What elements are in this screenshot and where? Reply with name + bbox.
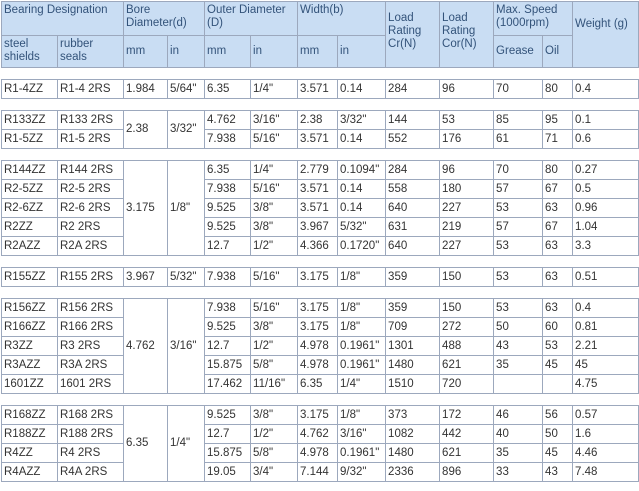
- group-spacer-cell: [2, 394, 639, 406]
- group-spacer-row: [2, 149, 639, 161]
- rubber-seal-cell: R2-5 2RS: [58, 180, 124, 199]
- rubber-seal-cell: R1-5 2RS: [58, 130, 124, 149]
- width-mm-cell: 2.38: [298, 111, 338, 130]
- header-bore-diameter: Bore Diameter(d): [124, 2, 205, 36]
- weight-cell: 4.46: [573, 444, 639, 463]
- header-max-speed: Max. Speed (1000rpm): [494, 2, 573, 36]
- width-in-cell: 1/8": [338, 268, 386, 287]
- load-rating-cor-cell: 219: [440, 218, 494, 237]
- bearing-spec-table: [1, 1, 639, 482]
- table-row: [2, 318, 639, 337]
- steel-shield-cell: R188ZZ: [2, 425, 58, 444]
- rubber-seal-cell: R2-6 2RS: [58, 199, 124, 218]
- max-speed-grease-cell: 53: [494, 237, 543, 256]
- bore-diameter-in-cell: 3/32": [168, 111, 205, 149]
- max-speed-grease-cell: 50: [494, 318, 543, 337]
- load-rating-cor-cell: 96: [440, 161, 494, 180]
- load-rating-cr-cell: 552: [386, 130, 440, 149]
- max-speed-oil-cell: 53: [543, 337, 573, 356]
- weight-cell: 1.04: [573, 218, 639, 237]
- rubber-seal-cell: R4A 2RS: [58, 463, 124, 482]
- header-bearing-designation: Bearing Designation: [2, 2, 124, 36]
- load-rating-cor-cell: 621: [440, 444, 494, 463]
- group-spacer-row: [2, 68, 639, 80]
- load-rating-cor-cell: 150: [440, 299, 494, 318]
- header-steel-shields: steel shields: [2, 36, 58, 68]
- weight-cell: 0.1: [573, 111, 639, 130]
- outer-diameter-in-cell: 5/16": [251, 180, 298, 199]
- rubber-seal-cell: R144 2RS: [58, 161, 124, 180]
- table-row: [2, 444, 639, 463]
- max-speed-grease-cell: 70: [494, 161, 543, 180]
- steel-shield-cell: R133ZZ: [2, 111, 58, 130]
- width-mm-cell: 6.35: [298, 375, 338, 394]
- header-oil: Oil: [543, 36, 573, 68]
- width-mm-cell: 4.978: [298, 337, 338, 356]
- header-width-mm: mm: [298, 36, 338, 68]
- weight-cell: 0.81: [573, 318, 639, 337]
- max-speed-oil-cell: 95: [543, 111, 573, 130]
- header-od-in: in: [251, 36, 298, 68]
- width-mm-cell: 7.144: [298, 463, 338, 482]
- width-mm-cell: 2.779: [298, 161, 338, 180]
- max-speed-oil-cell: 45: [543, 444, 573, 463]
- max-speed-oil-cell: 56: [543, 406, 573, 425]
- weight-cell: 3.3: [573, 237, 639, 256]
- bore-diameter-mm-cell: 1.984: [124, 80, 168, 99]
- load-rating-cr-cell: 1480: [386, 356, 440, 375]
- table-row: [2, 237, 639, 256]
- steel-shield-cell: R156ZZ: [2, 299, 58, 318]
- header-load-rating-cor: Load Rating Cor(N): [440, 2, 494, 68]
- steel-shield-cell: 1601ZZ: [2, 375, 58, 394]
- table-row: [2, 268, 639, 287]
- outer-diameter-mm-cell: 6.35: [205, 161, 251, 180]
- outer-diameter-mm-cell: 15.875: [205, 444, 251, 463]
- table-row: [2, 180, 639, 199]
- load-rating-cor-cell: 227: [440, 199, 494, 218]
- load-rating-cr-cell: 284: [386, 161, 440, 180]
- outer-diameter-mm-cell: 17.462: [205, 375, 251, 394]
- max-speed-oil-cell: 63: [543, 237, 573, 256]
- bore-diameter-in-cell: 3/16": [168, 299, 205, 394]
- rubber-seal-cell: R3A 2RS: [58, 356, 124, 375]
- width-in-cell: 1/8": [338, 299, 386, 318]
- width-in-cell: 3/32": [338, 111, 386, 130]
- load-rating-cor-cell: 488: [440, 337, 494, 356]
- rubber-seal-cell: 1601 2RS: [58, 375, 124, 394]
- max-speed-oil-cell: [543, 375, 573, 394]
- width-in-cell: 5/32": [338, 218, 386, 237]
- max-speed-oil-cell: 80: [543, 161, 573, 180]
- rubber-seal-cell: R2A 2RS: [58, 237, 124, 256]
- load-rating-cr-cell: 709: [386, 318, 440, 337]
- bore-diameter-mm-cell: 4.762: [124, 299, 168, 394]
- width-in-cell: 9/32": [338, 463, 386, 482]
- outer-diameter-in-cell: 1/2": [251, 237, 298, 256]
- table-row: [2, 218, 639, 237]
- weight-cell: 45: [573, 356, 639, 375]
- max-speed-oil-cell: 45: [543, 356, 573, 375]
- load-rating-cr-cell: 284: [386, 80, 440, 99]
- load-rating-cr-cell: 1082: [386, 425, 440, 444]
- width-in-cell: 0.1961": [338, 444, 386, 463]
- steel-shield-cell: R168ZZ: [2, 406, 58, 425]
- group-spacer-row: [2, 99, 639, 111]
- outer-diameter-in-cell: 3/4": [251, 463, 298, 482]
- load-rating-cor-cell: 176: [440, 130, 494, 149]
- width-in-cell: 0.14: [338, 80, 386, 99]
- width-in-cell: 1/8": [338, 318, 386, 337]
- weight-cell: 7.48: [573, 463, 639, 482]
- max-speed-oil-cell: 50: [543, 425, 573, 444]
- max-speed-grease-cell: 57: [494, 180, 543, 199]
- outer-diameter-mm-cell: 19.05: [205, 463, 251, 482]
- steel-shield-cell: R2-6ZZ: [2, 199, 58, 218]
- width-mm-cell: 3.571: [298, 80, 338, 99]
- width-mm-cell: 3.175: [298, 318, 338, 337]
- max-speed-grease-cell: 85: [494, 111, 543, 130]
- outer-diameter-in-cell: 1/2": [251, 337, 298, 356]
- outer-diameter-in-cell: 5/16": [251, 299, 298, 318]
- table-row: [2, 199, 639, 218]
- header-bore-mm: mm: [124, 36, 168, 68]
- width-mm-cell: 3.571: [298, 199, 338, 218]
- table-row: [2, 406, 639, 425]
- width-mm-cell: 3.571: [298, 130, 338, 149]
- bore-diameter-in-cell: 5/64": [168, 80, 205, 99]
- bore-diameter-in-cell: 1/4": [168, 406, 205, 482]
- width-in-cell: 0.14: [338, 130, 386, 149]
- width-in-cell: 0.1094": [338, 161, 386, 180]
- rubber-seal-cell: R166 2RS: [58, 318, 124, 337]
- width-mm-cell: 4.978: [298, 356, 338, 375]
- load-rating-cor-cell: 896: [440, 463, 494, 482]
- load-rating-cr-cell: 640: [386, 237, 440, 256]
- max-speed-oil-cell: 63: [543, 199, 573, 218]
- rubber-seal-cell: R2 2RS: [58, 218, 124, 237]
- steel-shield-cell: R1-4ZZ: [2, 80, 58, 99]
- outer-diameter-mm-cell: 9.525: [205, 406, 251, 425]
- steel-shield-cell: R166ZZ: [2, 318, 58, 337]
- max-speed-grease-cell: 53: [494, 199, 543, 218]
- load-rating-cor-cell: 180: [440, 180, 494, 199]
- max-speed-grease-cell: 53: [494, 268, 543, 287]
- width-in-cell: 0.1961": [338, 356, 386, 375]
- weight-cell: 0.4: [573, 299, 639, 318]
- load-rating-cor-cell: 621: [440, 356, 494, 375]
- steel-shield-cell: R2AZZ: [2, 237, 58, 256]
- width-mm-cell: 4.366: [298, 237, 338, 256]
- width-mm-cell: 3.175: [298, 268, 338, 287]
- load-rating-cor-cell: 150: [440, 268, 494, 287]
- rubber-seal-cell: R168 2RS: [58, 406, 124, 425]
- max-speed-grease-cell: 40: [494, 425, 543, 444]
- outer-diameter-in-cell: 3/16": [251, 111, 298, 130]
- width-mm-cell: 4.978: [298, 444, 338, 463]
- max-speed-grease-cell: 61: [494, 130, 543, 149]
- load-rating-cr-cell: 558: [386, 180, 440, 199]
- header-weight: Weight (g): [573, 2, 639, 68]
- width-in-cell: 0.1720": [338, 237, 386, 256]
- outer-diameter-mm-cell: 9.525: [205, 218, 251, 237]
- max-speed-grease-cell: 46: [494, 406, 543, 425]
- load-rating-cr-cell: 1301: [386, 337, 440, 356]
- outer-diameter-mm-cell: 7.938: [205, 130, 251, 149]
- load-rating-cor-cell: 172: [440, 406, 494, 425]
- width-mm-cell: 3.967: [298, 218, 338, 237]
- max-speed-oil-cell: 63: [543, 299, 573, 318]
- weight-cell: 0.27: [573, 161, 639, 180]
- load-rating-cr-cell: 2336: [386, 463, 440, 482]
- table-row: [2, 299, 639, 318]
- load-rating-cr-cell: 359: [386, 268, 440, 287]
- outer-diameter-mm-cell: 4.762: [205, 111, 251, 130]
- group-spacer-cell: [2, 256, 639, 268]
- rubber-seal-cell: R156 2RS: [58, 299, 124, 318]
- weight-cell: 2.21: [573, 337, 639, 356]
- outer-diameter-mm-cell: 9.525: [205, 318, 251, 337]
- outer-diameter-in-cell: 5/8": [251, 356, 298, 375]
- table-row: [2, 111, 639, 130]
- outer-diameter-mm-cell: 12.7: [205, 237, 251, 256]
- steel-shield-cell: R2ZZ: [2, 218, 58, 237]
- outer-diameter-in-cell: 1/2": [251, 425, 298, 444]
- max-speed-grease-cell: 70: [494, 80, 543, 99]
- load-rating-cr-cell: 631: [386, 218, 440, 237]
- header-od-mm: mm: [205, 36, 251, 68]
- weight-cell: 1.6: [573, 425, 639, 444]
- max-speed-oil-cell: 60: [543, 318, 573, 337]
- outer-diameter-in-cell: 3/8": [251, 406, 298, 425]
- bore-diameter-mm-cell: 2.38: [124, 111, 168, 149]
- header-width: Width(b): [298, 2, 386, 36]
- load-rating-cr-cell: 144: [386, 111, 440, 130]
- rubber-seal-cell: R3 2RS: [58, 337, 124, 356]
- weight-cell: 0.6: [573, 130, 639, 149]
- max-speed-grease-cell: 43: [494, 337, 543, 356]
- header-grease: Grease: [494, 36, 543, 68]
- steel-shield-cell: R3AZZ: [2, 356, 58, 375]
- width-in-cell: 0.14: [338, 180, 386, 199]
- max-speed-oil-cell: 71: [543, 130, 573, 149]
- rubber-seal-cell: R188 2RS: [58, 425, 124, 444]
- table-row: [2, 375, 639, 394]
- max-speed-oil-cell: 67: [543, 218, 573, 237]
- weight-cell: 0.57: [573, 406, 639, 425]
- bore-diameter-mm-cell: 3.175: [124, 161, 168, 256]
- load-rating-cr-cell: 359: [386, 299, 440, 318]
- steel-shield-cell: R144ZZ: [2, 161, 58, 180]
- max-speed-grease-cell: 57: [494, 218, 543, 237]
- width-mm-cell: 3.175: [298, 299, 338, 318]
- group-spacer-cell: [2, 68, 639, 80]
- rubber-seal-cell: R4 2RS: [58, 444, 124, 463]
- group-spacer-cell: [2, 149, 639, 161]
- outer-diameter-in-cell: 1/4": [251, 161, 298, 180]
- bore-diameter-in-cell: 5/32": [168, 268, 205, 287]
- rubber-seal-cell: R133 2RS: [58, 111, 124, 130]
- max-speed-oil-cell: 67: [543, 180, 573, 199]
- width-in-cell: 1/8": [338, 406, 386, 425]
- outer-diameter-mm-cell: 7.938: [205, 180, 251, 199]
- group-spacer-cell: [2, 287, 639, 299]
- steel-shield-cell: R2-5ZZ: [2, 180, 58, 199]
- bore-diameter-in-cell: 1/8": [168, 161, 205, 256]
- outer-diameter-in-cell: 3/8": [251, 318, 298, 337]
- group-spacer-cell: [2, 99, 639, 111]
- outer-diameter-mm-cell: 12.7: [205, 425, 251, 444]
- steel-shield-cell: R4ZZ: [2, 444, 58, 463]
- width-mm-cell: 3.571: [298, 180, 338, 199]
- weight-cell: 0.5: [573, 180, 639, 199]
- max-speed-grease-cell: 35: [494, 356, 543, 375]
- max-speed-grease-cell: 53: [494, 299, 543, 318]
- max-speed-grease-cell: 33: [494, 463, 543, 482]
- weight-cell: 4.75: [573, 375, 639, 394]
- width-mm-cell: 3.175: [298, 406, 338, 425]
- load-rating-cor-cell: 442: [440, 425, 494, 444]
- outer-diameter-in-cell: 3/8": [251, 218, 298, 237]
- steel-shield-cell: R1-5ZZ: [2, 130, 58, 149]
- header-rubber-seals: rubber seals: [58, 36, 124, 68]
- table-row: [2, 161, 639, 180]
- rubber-seal-cell: R1-4 2RS: [58, 80, 124, 99]
- outer-diameter-in-cell: 5/8": [251, 444, 298, 463]
- load-rating-cor-cell: 53: [440, 111, 494, 130]
- width-in-cell: 0.14: [338, 199, 386, 218]
- width-in-cell: 3/16": [338, 425, 386, 444]
- header-width-in: in: [338, 36, 386, 68]
- steel-shield-cell: R155ZZ: [2, 268, 58, 287]
- header-load-rating-cr: Load Rating Cr(N): [386, 2, 440, 68]
- max-speed-grease-cell: 35: [494, 444, 543, 463]
- load-rating-cr-cell: 1510: [386, 375, 440, 394]
- weight-cell: 0.51: [573, 268, 639, 287]
- width-in-cell: 1/4": [338, 375, 386, 394]
- width-mm-cell: 4.762: [298, 425, 338, 444]
- group-spacer-row: [2, 256, 639, 268]
- outer-diameter-mm-cell: 15.875: [205, 356, 251, 375]
- outer-diameter-mm-cell: 7.938: [205, 299, 251, 318]
- outer-diameter-in-cell: 3/8": [251, 199, 298, 218]
- table-row: [2, 425, 639, 444]
- outer-diameter-mm-cell: 9.525: [205, 199, 251, 218]
- group-spacer-row: [2, 394, 639, 406]
- load-rating-cor-cell: 96: [440, 80, 494, 99]
- width-in-cell: 0.1961": [338, 337, 386, 356]
- weight-cell: 0.4: [573, 80, 639, 99]
- table-row: [2, 80, 639, 99]
- load-rating-cr-cell: 1480: [386, 444, 440, 463]
- steel-shield-cell: R3ZZ: [2, 337, 58, 356]
- max-speed-oil-cell: 80: [543, 80, 573, 99]
- steel-shield-cell: R4AZZ: [2, 463, 58, 482]
- outer-diameter-mm-cell: 7.938: [205, 268, 251, 287]
- load-rating-cor-cell: 272: [440, 318, 494, 337]
- load-rating-cr-cell: 373: [386, 406, 440, 425]
- bore-diameter-mm-cell: 3.967: [124, 268, 168, 287]
- load-rating-cr-cell: 640: [386, 199, 440, 218]
- rubber-seal-cell: R155 2RS: [58, 268, 124, 287]
- outer-diameter-mm-cell: 6.35: [205, 80, 251, 99]
- table-row: [2, 337, 639, 356]
- max-speed-oil-cell: 63: [543, 268, 573, 287]
- bore-diameter-mm-cell: 6.35: [124, 406, 168, 482]
- header-outer-diameter: Outer Diameter (D): [205, 2, 298, 36]
- load-rating-cor-cell: 720: [440, 375, 494, 394]
- group-spacer-row: [2, 287, 639, 299]
- max-speed-oil-cell: 43: [543, 463, 573, 482]
- outer-diameter-mm-cell: 12.7: [205, 337, 251, 356]
- table-row: [2, 130, 639, 149]
- table-row: [2, 463, 639, 482]
- table-row: [2, 356, 639, 375]
- outer-diameter-in-cell: 1/4": [251, 80, 298, 99]
- header-bore-in: in: [168, 36, 205, 68]
- outer-diameter-in-cell: 11/16": [251, 375, 298, 394]
- outer-diameter-in-cell: 5/16": [251, 268, 298, 287]
- load-rating-cor-cell: 227: [440, 237, 494, 256]
- outer-diameter-in-cell: 5/16": [251, 130, 298, 149]
- max-speed-grease-cell: [494, 375, 543, 394]
- weight-cell: 0.96: [573, 199, 639, 218]
